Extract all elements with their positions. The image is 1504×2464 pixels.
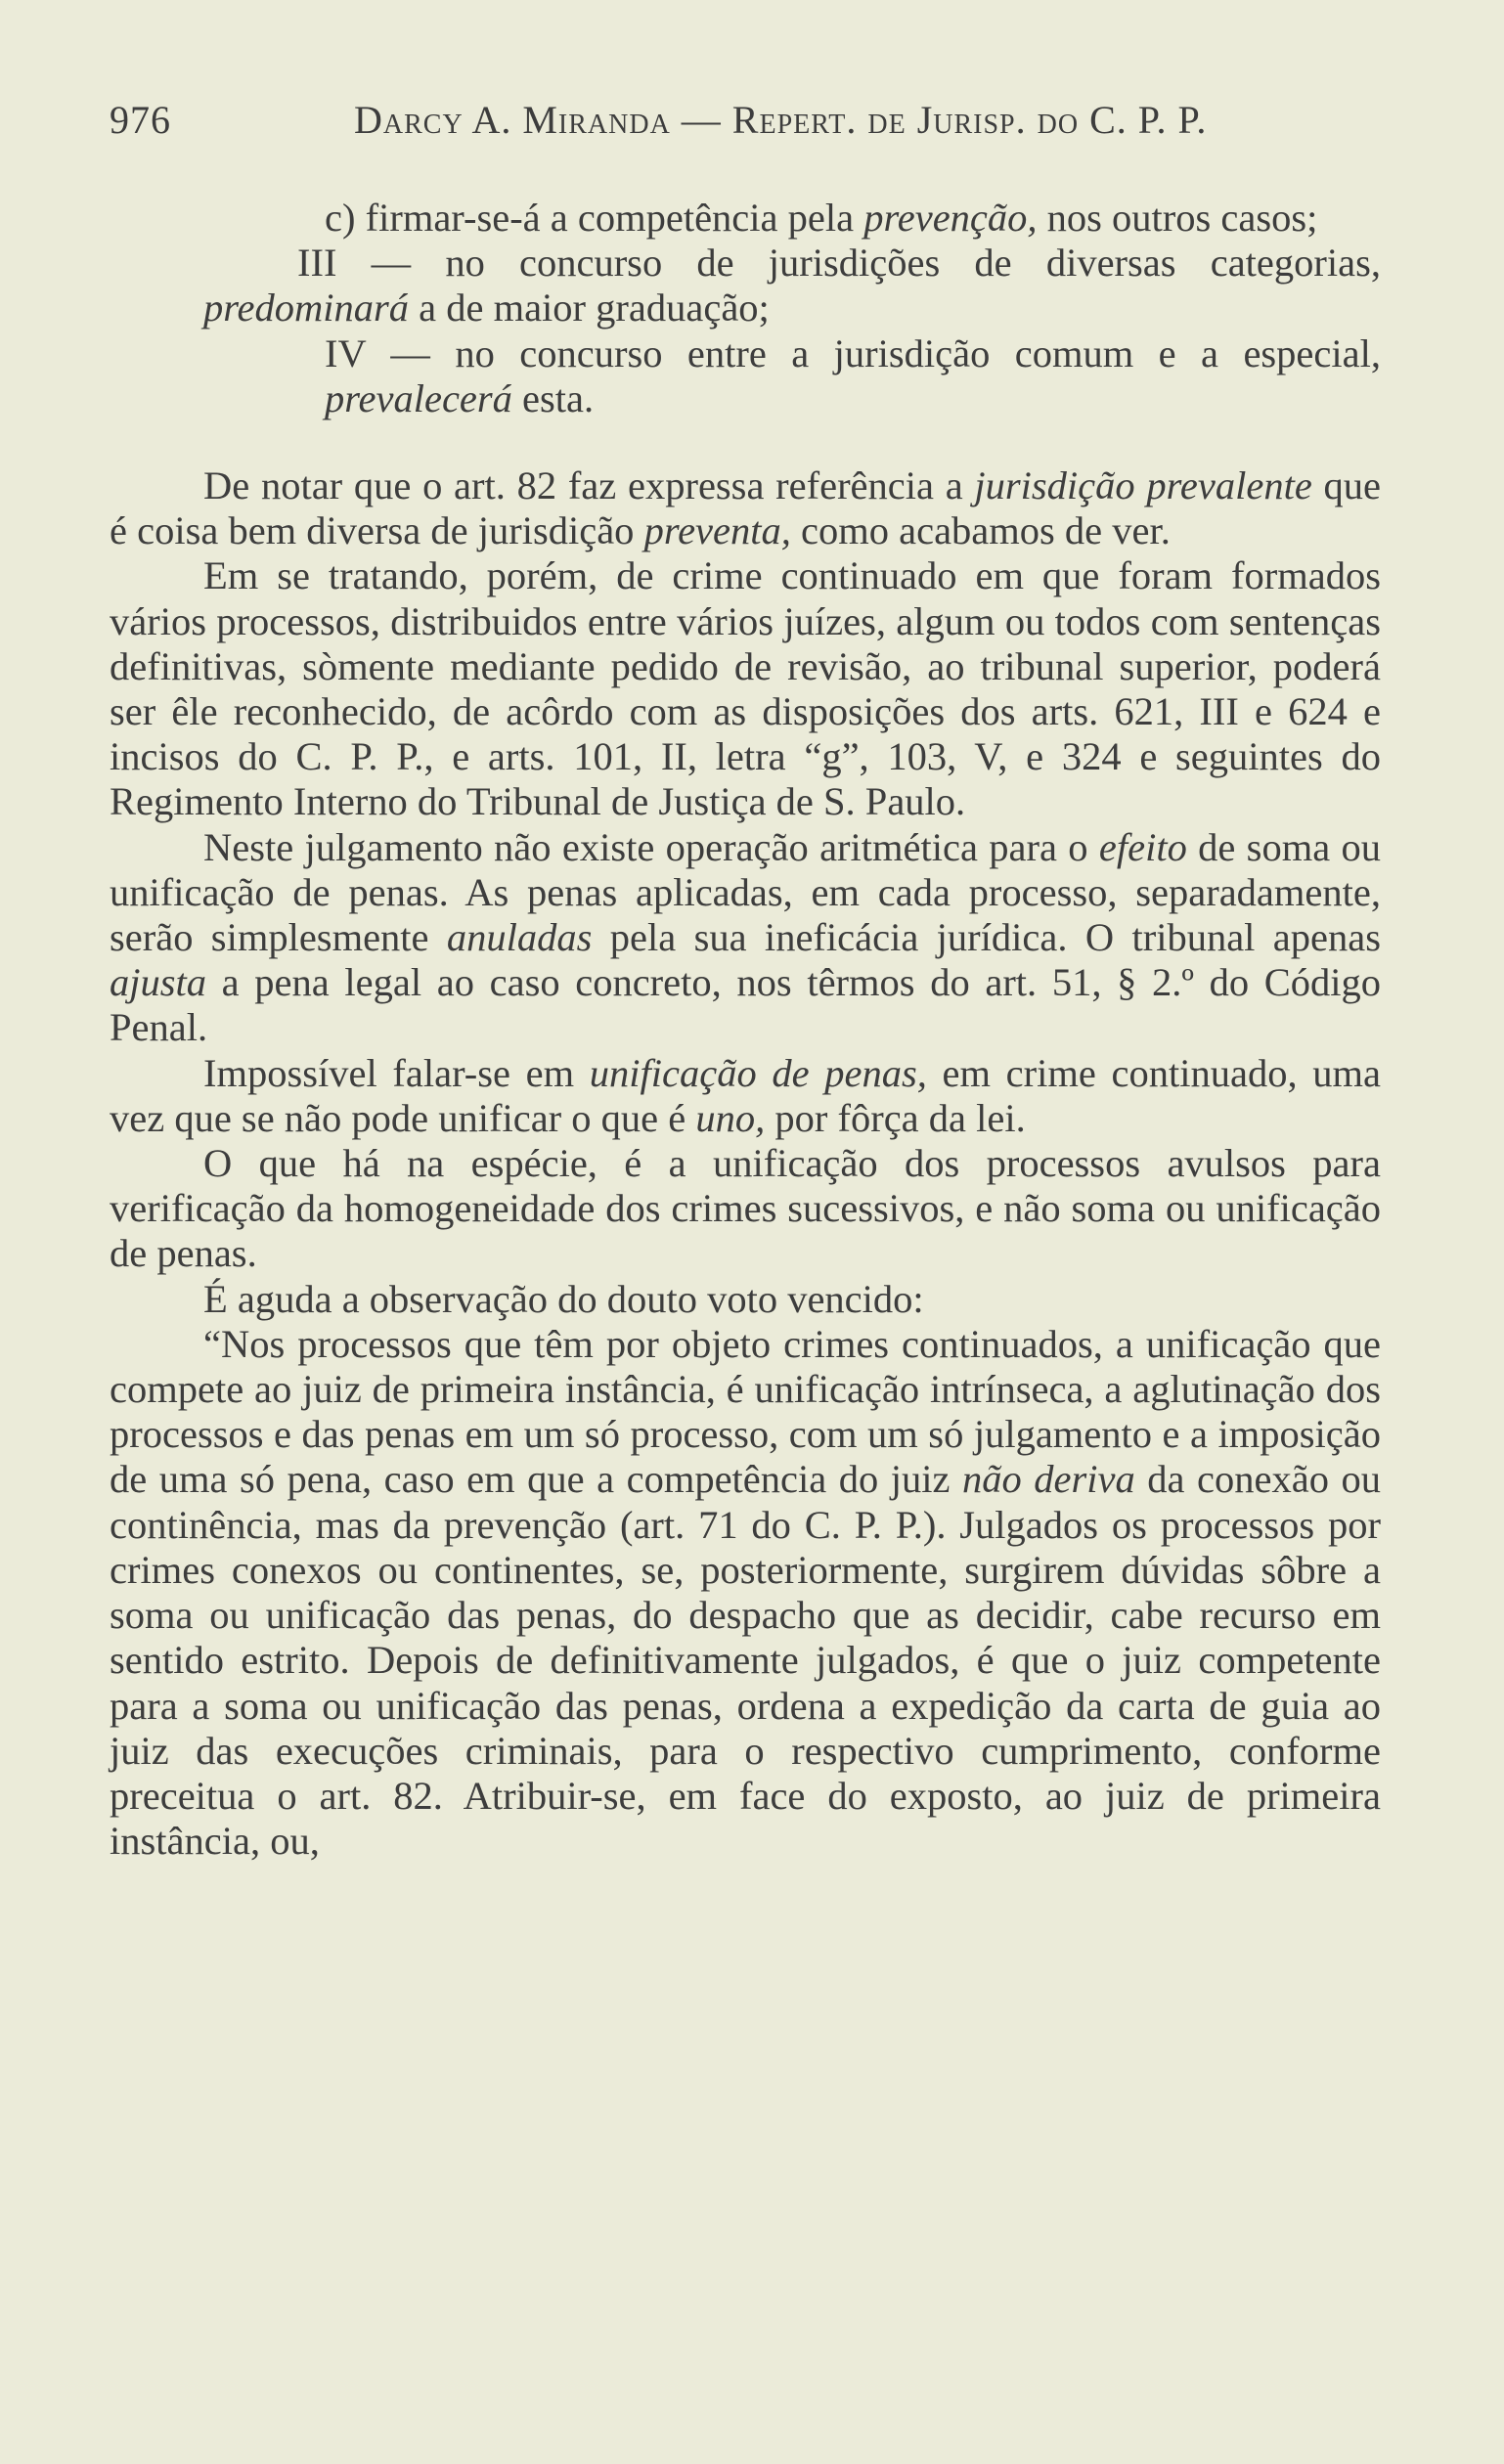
paragraph-1: De notar que o art. 82 faz expressa referência a jurisdição prevalente que é coisa bem diversa de jurisdição preventa, como acabamos de ver. [110,463,1381,553]
paragraph-3: Neste julgamento não existe operação aritmética para o efeito de soma ou unificação de penas. As penas aplicadas, em cada processo, separadamente, serão simplesmente anuladas pela sua ineficácia jurídica. O tribunal apenas ajusta a pena legal ao caso concreto, nos têrmos do art. 51, § 2.º do Código Penal. [110,824,1381,1050]
running-title: Darcy A. Miranda — Repert. de Jurisp. do C. P. P. [354,98,1208,142]
paragraph-4: Impossível falar-se em unificação de penas, em crime continuado, uma vez que se não pode unificar o que é uno, por fôrça da lei. [110,1050,1381,1140]
paragraph-2: Em se tratando, porém, de crime continuado em que foram formados vários processos, distribuidos entre vários juízes, algum ou todos com sentenças definitivas, sòmente mediante pedido de revisão, ao tribunal superior, poderá ser êle reconhecido, de acôrdo com as disposições dos arts. 621, III e 624 e incisos do C. P. P., e arts. 101, II, letra “g”, 103, V, e 324 e seguintes do Regimento Interno do Tribunal de Justiça de S. Paulo. [110,553,1381,824]
quoted-item-c: c) firmar-se-á a competência pela prevenção, nos outros casos; [325,196,1318,240]
page-header [110,96,1381,145]
paragraph-6: É aguda a observação do douto voto vencido: [203,1276,924,1321]
paragraph-7-quote: “Nos processos que têm por objeto crimes continuados, a unificação que compete ao juiz de primeira instância, é unificação intrínseca, a aglutinação dos processos e das penas em um só processo, com um só julgamento e a imposição de uma só pena, caso em que a competência do juiz não deriva da conexão ou continência, mas da prevenção (art. 71 do C. P. P.). Julgados os processos por crimes conexos ou continentes, se, posteriormente, surgirem dúvidas sôbre a soma ou unificação das penas, do despacho que as decidir, cabe recurso em sentido estrito. Depois de definitivamente julgados, é que o juiz competente para a soma ou unificação das penas, ordena a expedição da carta de guia ao juiz das execuções criminais, para o respectivo cumprimento, conforme preceitua o art. 82. Atribuir-se, em face do exposto, ao juiz de primeira instância, ou, [110,1321,1381,1864]
quoted-item-iv: IV — no concurso entre a jurisdição comum e a especial, prevalecerá esta. [325,330,1381,420]
paragraph-5: O que há na espécie, é a unificação dos processos avulsos para verificação da homogeneidade dos crimes sucessivos, e não soma ou unificação de penas. [110,1141,1381,1276]
quoted-item-iii: III — no concurso de jurisdições de diversas categorias, predominará a de maior graduação; [203,241,1381,330]
page-number: 976 [110,98,171,142]
page-body [110,196,1381,1864]
